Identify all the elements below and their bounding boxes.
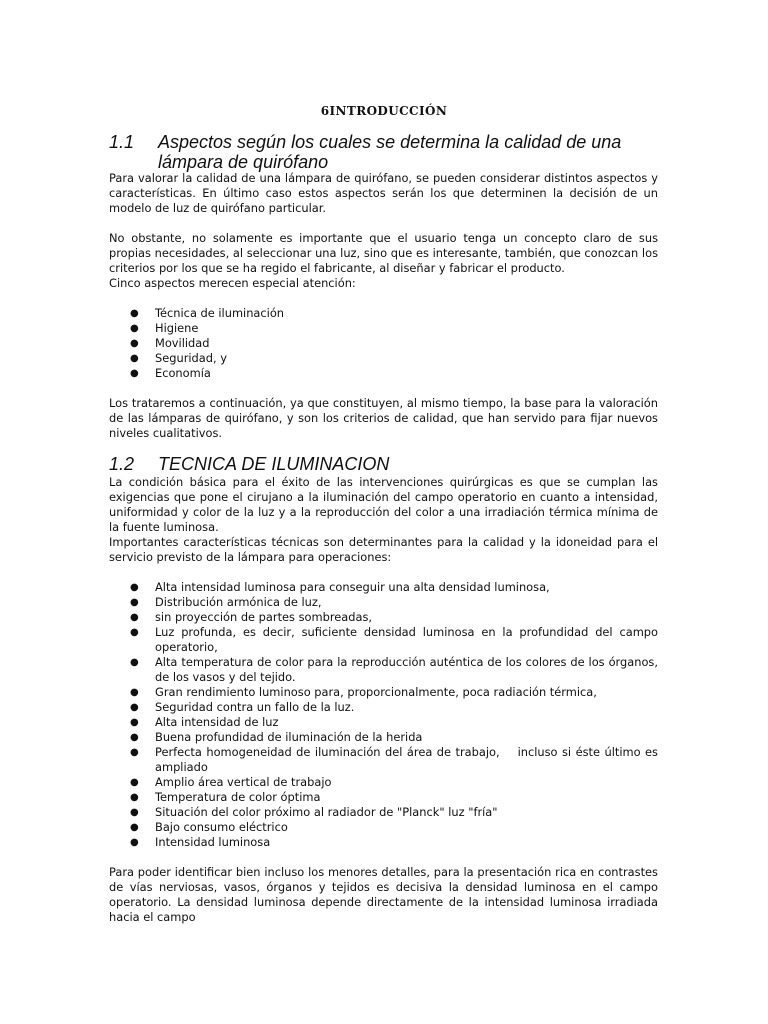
- bullet-icon: ●: [130, 353, 139, 364]
- bullet-icon: ●: [130, 807, 139, 818]
- list-item: ● Situación del color próximo al radiador de "Planck" luz "fría": [130, 805, 498, 819]
- section-1-heading-line2: lámpara de quirófano: [158, 152, 329, 172]
- list-item: ● Seguridad contra un fallo de la luz.: [130, 700, 355, 714]
- section-2-paragraph-3: Para poder identificar bien incluso los menores detalles, para la presentación rica en contrastes de vías nerviosas, vasos, órganos y tejidos es decisiva la densidad luminosa en el campo operatorio. La densidad luminosa depende directamente de la intensidad luminosa irradiada hacia el campo: [109, 865, 658, 924]
- list-item: ● Temperatura de color óptima: [130, 790, 321, 804]
- section-1-body: [109, 171, 658, 456]
- bullet-icon: ●: [130, 822, 139, 833]
- section-1-number: 1.1: [109, 132, 135, 152]
- bullet-icon: ●: [130, 837, 139, 848]
- bullet-icon: ●: [130, 308, 139, 319]
- list-item: ● Intensidad luminosa: [130, 835, 271, 849]
- list-item: ● Economía: [130, 366, 211, 380]
- list-item: ● Luz profunda, es decir, suficiente densidad luminosa en la profundidad del campo operatorio,: [130, 625, 658, 654]
- bullet-icon: ●: [130, 627, 139, 638]
- list-item: ● Buena profundidad de iluminación de la herida: [130, 730, 423, 744]
- section-2-body: [109, 475, 662, 925]
- section-2-heading: [109, 454, 669, 474]
- bullet-icon: ●: [130, 792, 139, 803]
- bullet-icon: ●: [130, 687, 139, 698]
- bullet-icon: ●: [130, 702, 139, 713]
- list-item: ● Amplio área vertical de trabajo: [130, 775, 332, 789]
- list-item: ● Distribución armónica de luz,: [130, 595, 322, 609]
- section-2-bullet-list: [109, 580, 662, 850]
- bullet-icon: ●: [130, 732, 139, 743]
- list-item: ● Seguridad, y: [130, 351, 227, 365]
- section-2-heading-text: TECNICA DE ILUMINACION: [158, 454, 390, 474]
- section-2-number: 1.2: [109, 454, 135, 474]
- section-2-paragraph-2: Importantes características técnicas son determinantes para la calidad y la idoneidad para el servicio previsto de la lámpara para operaciones:: [109, 535, 658, 564]
- bullet-icon: ●: [130, 582, 139, 593]
- bullet-icon: ●: [130, 777, 139, 788]
- bullet-icon: ●: [130, 338, 139, 349]
- list-item: ● Bajo consumo eléctrico: [130, 820, 288, 834]
- list-item: ● Técnica de iluminación: [130, 306, 285, 320]
- bullet-icon: ●: [130, 747, 139, 758]
- section-1-heading-line1: Aspectos según los cuales se determina la calidad de una: [158, 132, 622, 152]
- page-title: 6INTRODUCCIÓN: [320, 104, 448, 118]
- section-1-heading: [109, 132, 669, 172]
- section-1-paragraph-1: Para valorar la calidad de una lámpara de quirófano, se pueden considerar distintos aspectos y características. En último caso estos aspectos serán los que determinen la decisión de un modelo de luz de quirófano particular.: [109, 171, 658, 215]
- list-item: ● Gran rendimiento luminoso para, proporcionalmente, poca radiación térmica,: [130, 685, 597, 699]
- section-1-paragraph-2b: Cinco aspectos merecen especial atención:: [109, 276, 356, 290]
- section-1-paragraph-2: No obstante, no solamente es importante que el usuario tenga un concepto claro de sus propias necesidades, al seleccionar una luz, sino que es interesante, también, que conozcan los criterios por los que se ha regido el fabricante, al diseñar y fabricar el producto.: [109, 231, 658, 275]
- list-item: ● Movilidad: [130, 336, 210, 350]
- list-item: ● Perfecta homogeneidad de iluminación del área de trabajo, incluso si éste último es ampliado: [130, 745, 662, 774]
- section-1-paragraph-3: Los trataremos a continuación, ya que constituyen, al mismo tiempo, la base para la valoración de las lámparas de quirófano, y son los criterios de calidad, que han servido para fijar nuevos niveles cualitativos.: [109, 396, 658, 440]
- bullet-icon: ●: [130, 717, 139, 728]
- bullet-icon: ●: [130, 368, 139, 379]
- list-item: ● sin proyección de partes sombreadas,: [130, 610, 373, 624]
- bullet-icon: ●: [130, 597, 139, 608]
- list-item: ● Higiene: [130, 321, 199, 335]
- section-1-bullet-list: [109, 306, 658, 381]
- bullet-icon: ●: [130, 323, 139, 334]
- list-item: ● Alta intensidad de luz: [130, 715, 279, 729]
- list-item: ● Alta intensidad luminosa para conseguir una alta densidad luminosa,: [130, 580, 550, 594]
- bullet-icon: ●: [130, 612, 139, 623]
- bullet-icon: ●: [130, 657, 139, 668]
- list-item: ● Alta temperatura de color para la reproducción auténtica de los colores de los órganos, de los vasos y del tejido.: [130, 655, 658, 684]
- section-2-paragraph-1: La condición básica para el éxito de las intervenciones quirúrgicas es que se cumplan las exigencias que pone el cirujano a la iluminación del campo operatorio en cuanto a intensidad, uniformidad y color de la luz y a la reproducción del color a una irradiación térmica mínima de la fuente luminosa.: [109, 475, 658, 534]
